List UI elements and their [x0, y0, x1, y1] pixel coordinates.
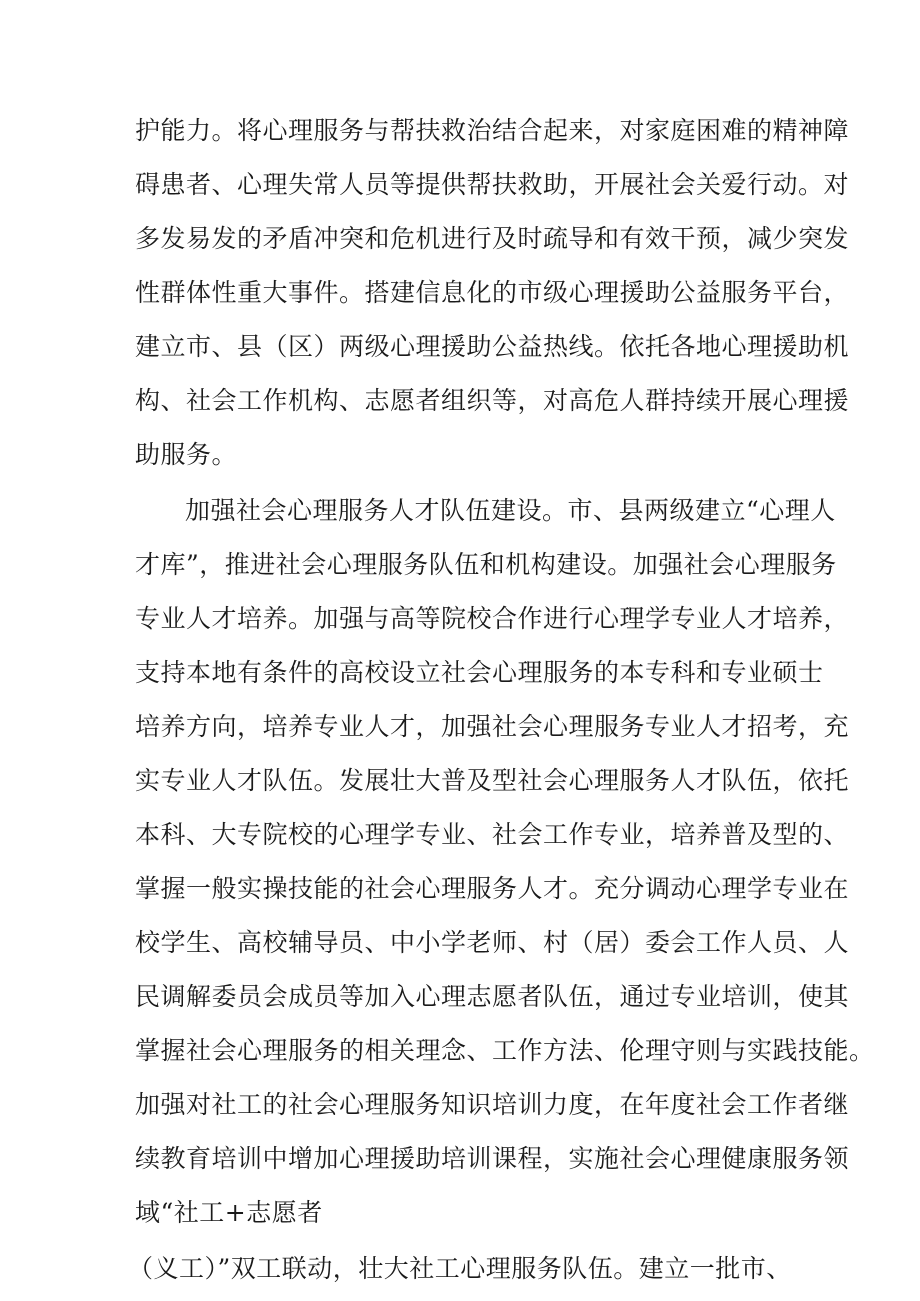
text-line: 多发易发的矛盾冲突和危机进行及时疏导和有效干预，减少突发 [135, 224, 850, 253]
text-line: 构、社会工作机构、志愿者组织等，对高危人群持续开展心理援 [135, 386, 850, 415]
text-line: 建立市、县（区）两级心理援助公益热线。依托各地心理援助机 [135, 332, 850, 361]
text-line: 民调解委员会成员等加入心理志愿者队伍，通过专业培训，使其 [135, 982, 850, 1011]
text-line: 培养方向，培养专业人才，加强社会心理服务专业人才招考，充 [135, 712, 850, 741]
text-line: 支持本地有条件的高校设立社会心理服务的本专科和专业硕士 [135, 658, 824, 687]
text-line: 碍患者、心理失常人员等提供帮扶救助，开展社会关爱行动。对 [135, 170, 850, 199]
text-line: 掌握一般实操技能的社会心理服务人才。充分调动心理学专业在 [135, 874, 850, 903]
text-line: （义工）”双工联动，壮大社工心理服务队伍。建立一批市、 [128, 1254, 792, 1283]
text-line: 实专业人才队伍。发展壮大普及型社会心理服务人才队伍，依托 [135, 766, 850, 795]
paragraph-first-line: 加强社会心理服务人才队伍建设。市、县两级建立“心理人 [185, 496, 836, 525]
text-line: 续教育培训中增加心理援助培训课程，实施社会心理健康服务领 [135, 1144, 850, 1173]
text-line: 助服务。 [135, 440, 238, 469]
text-line: 掌握社会心理服务的相关理念、工作方法、伦理守则与实践技能。 [135, 1036, 875, 1065]
text-line: 才库”，推进社会心理服务队伍和机构建设。加强社会心理服务 [135, 550, 837, 579]
text-line: 性群体性重大事件。搭建信息化的市级心理援助公益服务平台， [135, 278, 850, 307]
text-line: 护能力。将心理服务与帮扶救治结合起来，对家庭困难的精神障 [135, 116, 850, 145]
text-line: 本科、大专院校的心理学专业、社会工作专业，培养普及型的、 [135, 820, 850, 849]
text-line: 专业人才培养。加强与高等院校合作进行心理学专业人才培养， [135, 604, 850, 633]
text-line: 加强对社工的社会心理服务知识培训力度，在年度社会工作者继 [135, 1090, 850, 1119]
text-line: 域“社工+志愿者 [135, 1198, 323, 1227]
text-line: 校学生、高校辅导员、中小学老师、村（居）委会工作人员、人 [135, 928, 850, 957]
